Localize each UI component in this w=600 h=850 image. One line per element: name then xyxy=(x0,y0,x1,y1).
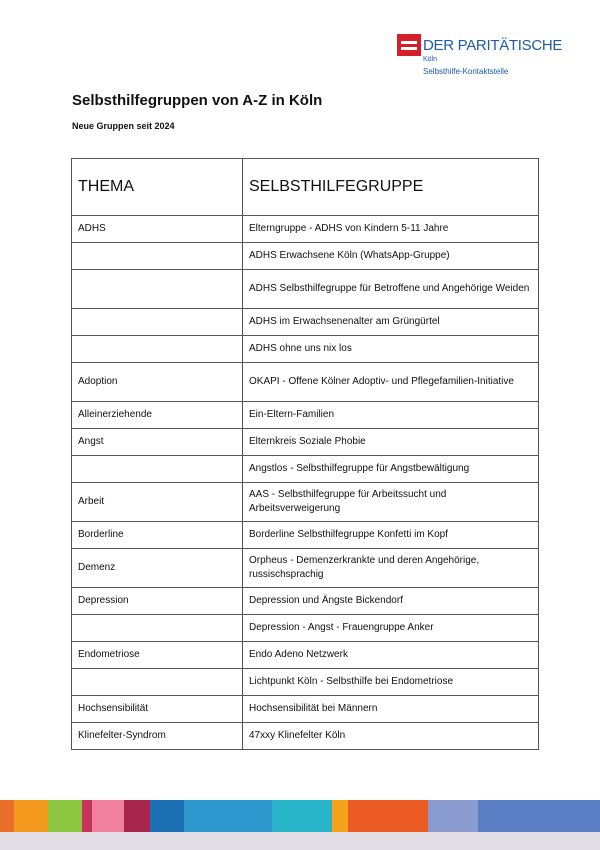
table-row xyxy=(72,336,539,363)
group-cell: 47xxy Klinefelter Köln xyxy=(243,723,539,750)
table-row xyxy=(72,363,539,402)
table-row xyxy=(72,615,539,642)
table-row xyxy=(72,696,539,723)
group-cell: Ein-Eltern-Familien xyxy=(243,402,539,429)
group-cell: Elternkreis Soziale Phobie xyxy=(243,429,539,456)
group-cell: ADHS Selbsthilfegruppe für Betroffene und Angehörige Weiden xyxy=(243,270,539,309)
table-row xyxy=(72,549,539,588)
group-cell: Orpheus - Demenzerkrankte und deren Angehörige, russischsprachig xyxy=(243,549,539,588)
stripe-segment xyxy=(150,800,184,832)
topic-cell: Demenz xyxy=(72,549,243,588)
group-cell: OKAPI - Offene Kölner Adoptiv- und Pflegefamilien-Initiative xyxy=(243,363,539,402)
topic-cell: Adoption xyxy=(72,363,243,402)
topic-cell: Hochsensibilität xyxy=(72,696,243,723)
table-row xyxy=(72,429,539,456)
table-row xyxy=(72,456,539,483)
stripe-segment xyxy=(0,800,14,832)
table-row xyxy=(72,483,539,522)
table-row xyxy=(72,216,539,243)
topic-cell xyxy=(72,309,243,336)
table-row xyxy=(72,522,539,549)
stripe-segment xyxy=(272,800,332,832)
brand-logo xyxy=(397,34,567,82)
logo-city: Köln xyxy=(423,56,438,63)
group-cell: Angstlos - Selbsthilfegruppe für Angstbewältigung xyxy=(243,456,539,483)
table-row xyxy=(72,669,539,696)
group-cell: Hochsensibilität bei Männern xyxy=(243,696,539,723)
topic-cell: Depression xyxy=(72,588,243,615)
topic-cell xyxy=(72,615,243,642)
topic-cell: Alleinerziehende xyxy=(72,402,243,429)
group-cell: Depression - Angst - Frauengruppe Anker xyxy=(243,615,539,642)
group-cell: ADHS Erwachsene Köln (WhatsApp-Gruppe) xyxy=(243,243,539,270)
group-cell: Endo Adeno Netzwerk xyxy=(243,642,539,669)
table-row xyxy=(72,642,539,669)
stripe-segment xyxy=(332,800,348,832)
table-row xyxy=(72,309,539,336)
topic-cell xyxy=(72,669,243,696)
page-title: Selbsthilfegruppen von A-Z in Köln xyxy=(72,92,323,109)
group-cell: ADHS im Erwachsenenalter am Grüngürtel xyxy=(243,309,539,336)
topic-cell xyxy=(72,243,243,270)
topic-cell: ADHS xyxy=(72,216,243,243)
table-row xyxy=(72,588,539,615)
topic-cell: Angst xyxy=(72,429,243,456)
table-row xyxy=(72,243,539,270)
topic-cell: Borderline xyxy=(72,522,243,549)
stripe-segment xyxy=(478,800,600,832)
group-cell: Lichtpunkt Köln - Selbsthilfe bei Endometriose xyxy=(243,669,539,696)
color-stripe xyxy=(0,800,600,832)
bottom-band xyxy=(0,832,600,850)
group-cell: ADHS ohne uns nix los xyxy=(243,336,539,363)
paritaetische-logo-icon xyxy=(397,34,421,56)
stripe-segment xyxy=(184,800,272,832)
stripe-segment xyxy=(92,800,124,832)
topic-cell: Klinefelter-Syndrom xyxy=(72,723,243,750)
stripe-segment xyxy=(14,800,48,832)
group-cell: Borderline Selbsthilfegruppe Konfetti im Kopf xyxy=(243,522,539,549)
topic-cell xyxy=(72,456,243,483)
group-cell: Elterngruppe - ADHS von Kindern 5-11 Jahre xyxy=(243,216,539,243)
stripe-segment xyxy=(348,800,428,832)
table-row xyxy=(72,270,539,309)
stripe-segment xyxy=(82,800,92,832)
logo-name: DER PARITÄTISCHE xyxy=(423,37,563,54)
table-header-row xyxy=(72,159,539,216)
stripe-segment xyxy=(124,800,150,832)
topic-cell: Endometriose xyxy=(72,642,243,669)
logo-subtitle: Selbsthilfe-Kontaktstelle xyxy=(423,67,509,76)
group-cell: AAS - Selbsthilfegruppe für Arbeitssucht und Arbeitsverweigerung xyxy=(243,483,539,522)
topic-cell xyxy=(72,270,243,309)
group-cell: Depression und Ängste Bickendorf xyxy=(243,588,539,615)
table-row xyxy=(72,402,539,429)
table-row xyxy=(72,723,539,750)
header-topic: THEMA xyxy=(72,159,243,216)
groups-table xyxy=(71,158,539,750)
page-subtitle: Neue Gruppen seit 2024 xyxy=(72,121,175,131)
stripe-segment xyxy=(428,800,478,832)
topic-cell: Arbeit xyxy=(72,483,243,522)
topic-cell xyxy=(72,336,243,363)
header-group: SELBSTHILFEGRUPPE xyxy=(243,159,539,216)
stripe-segment xyxy=(48,800,82,832)
